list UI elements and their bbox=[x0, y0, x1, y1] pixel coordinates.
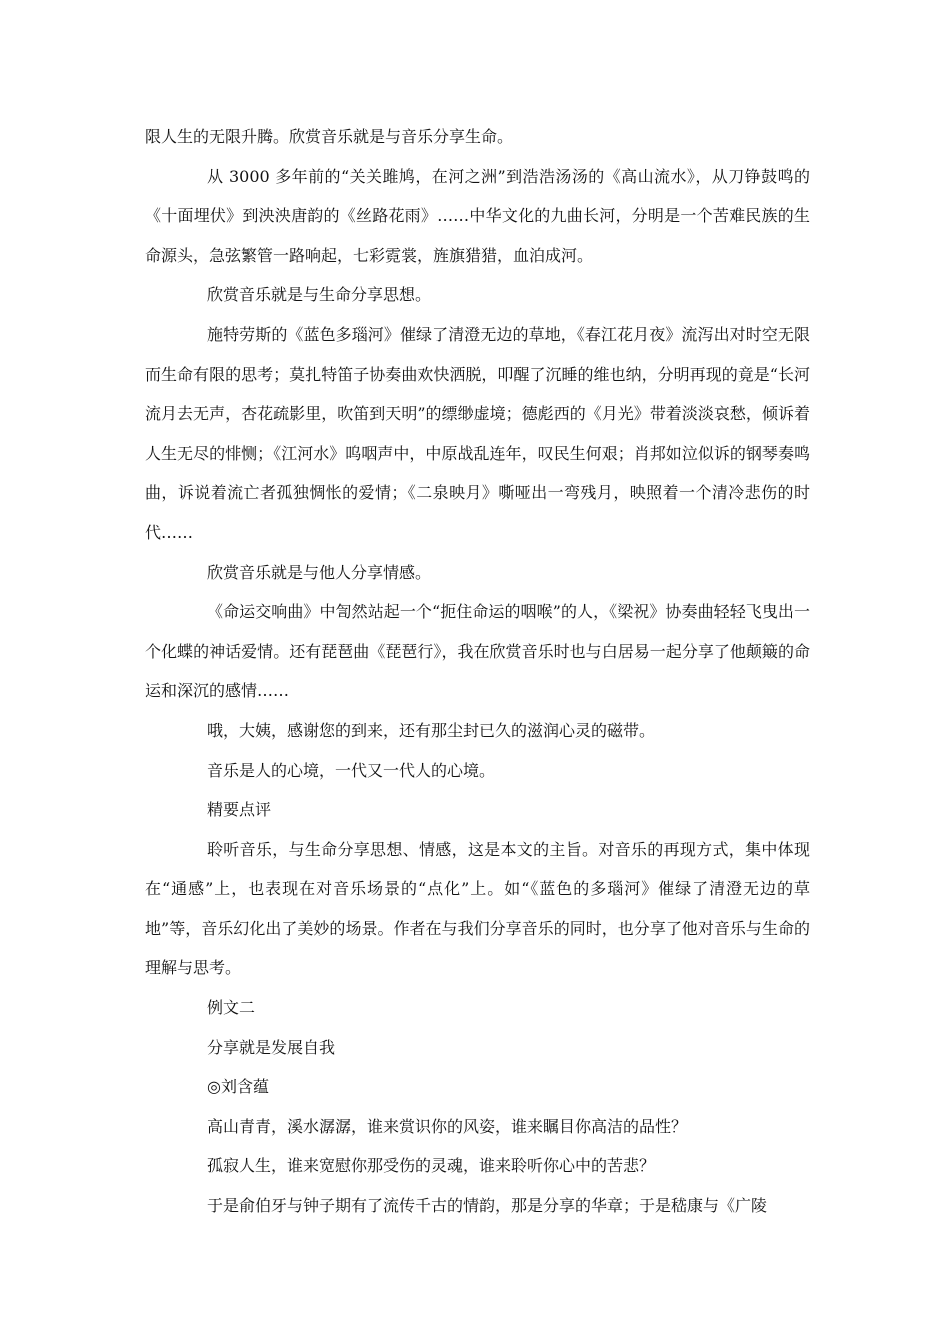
paragraph-15: 孤寂人生，谁来宽慰你那受伤的灵魂，谁来聆听你心中的苦悲？ bbox=[207, 1156, 656, 1176]
essay-author: ◎刘含蕴 bbox=[207, 1077, 269, 1097]
document-body bbox=[145, 117, 810, 1226]
paragraph-4: 施特劳斯的《蓝色多瑙河》催绿了清澄无边的草地，《春江花月夜》流泻出对时空无限而生命有限的思考；莫扎特笛子协奏曲欢快洒脱，叩醒了沉睡的维也纳，分明再现的竟是“长河流月去无声，杏花疏影里，吹笛到天明”的缥缈虚境；德彪西的《月光》带着淡淡哀愁，倾诉着人生无尽的悱恻；《江河水》呜咽声中，中原战乱连年，叹民生何艰；肖邦如泣似诉的钢琴奏鸣曲，诉说着流亡者孤独惆怅的爱情；《二泉映月》嘶哑出一弯残月，映照着一个清冷悲伤的时代…… bbox=[145, 324, 810, 542]
paragraph-16: 于是俞伯牙与钟子期有了流传千古的情韵，那是分享的华章；于是嵇康与《广陵 bbox=[207, 1196, 768, 1216]
paragraph-3: 欣赏音乐就是与生命分享思想。 bbox=[207, 285, 432, 305]
paragraph-10: 聆听音乐，与生命分享思想、情感，这是本文的主旨。对音乐的再现方式，集中体现在“通感”上，也表现在对音乐场景的“点化”上。如“《蓝色的多瑙河》催绿了清澄无边的草地”等，音乐幻化出了美妙的场景。作者在与我们分享音乐的同时，也分享了他对音乐与生命的理解与思考。 bbox=[145, 839, 810, 978]
paragraph-6: 《命运交响曲》中訇然站起一个“扼住命运的咽喉”的人，《梁祝》协奏曲轻轻飞曳出一个化蝶的神话爱情。还有琵琶曲《琵琶行》，我在欣赏音乐时也与白居易一起分享了他颠簸的命运和深沉的感情…… bbox=[145, 602, 810, 701]
paragraph-2: 从 3000 多年前的“关关雎鸠，在河之洲”到浩浩汤汤的《高山流水》，从刀铮鼓鸣的《十面埋伏》到泱泱唐韵的《丝路花雨》……中华文化的九曲长河，分明是一个苦难民族的生命源头，急弦繁管一路响起，七彩霓裳，旌旗猎猎，血泊成河。 bbox=[145, 166, 810, 265]
section-heading-review: 精要点评 bbox=[207, 800, 272, 820]
section-heading-example-2: 例文二 bbox=[207, 998, 256, 1018]
paragraph-5: 欣赏音乐就是与他人分享情感。 bbox=[207, 562, 432, 582]
paragraph-8: 音乐是人的心境，一代又一代人的心境。 bbox=[207, 760, 496, 780]
paragraph-7: 哦，大姨，感谢您的到来，还有那尘封已久的滋润心灵的磁带。 bbox=[207, 720, 656, 740]
paragraph-1: 限人生的无限升腾。欣赏音乐就是与音乐分享生命。 bbox=[145, 127, 514, 146]
essay-title: 分享就是发展自我 bbox=[207, 1037, 336, 1057]
paragraph-14: 高山青青，溪水潺潺，谁来赏识你的风姿，谁来瞩目你高洁的品性？ bbox=[207, 1116, 688, 1136]
